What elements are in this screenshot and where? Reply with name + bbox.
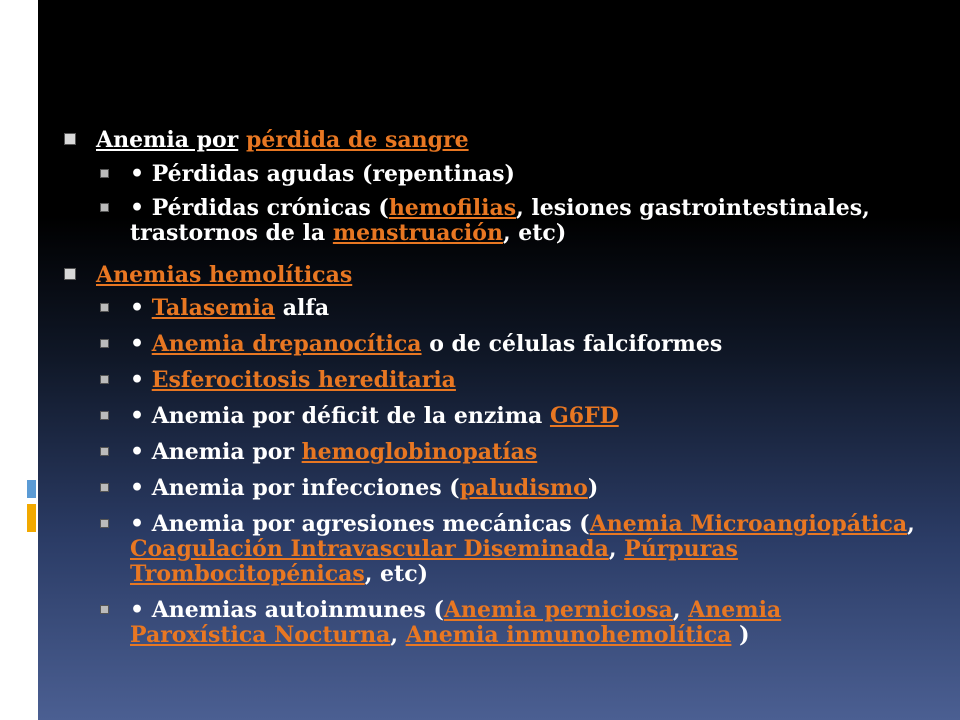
small-square-bullet-icon [100,519,109,528]
hyperlink[interactable]: Púrpuras Trombocitopénicas [130,536,738,587]
deco-bar-blue [27,480,36,498]
small-square-bullet-icon [100,169,109,178]
item-text: o de células falciformes [421,331,723,357]
hyperlink[interactable]: Anemia inmunohemolítica [405,622,732,648]
item-text: , [672,597,689,623]
bullet-item-6 [58,368,918,393]
hyperlink[interactable]: pérdida de sangre [245,127,469,153]
square-bullet-icon [64,133,76,145]
item-text: • Anemia por infecciones ( [130,475,460,501]
hyperlink[interactable]: Anemia drepanocítica [151,331,422,357]
bullet-item-1 [58,162,918,187]
hyperlink[interactable]: hemoglobinopatías [301,439,538,465]
item-text: , [907,511,915,537]
item-text: • Anemia por déficit de la enzima [130,403,550,429]
bullet-item-8 [58,440,918,465]
small-square-bullet-icon [100,339,109,348]
bullet-item-9 [58,476,918,501]
bullet-item-4 [58,296,918,321]
bullet-item-2 [58,196,918,246]
square-bullet-icon [64,268,76,280]
bullet-item-3 [58,263,918,288]
slide-content [58,128,918,648]
item-text: alfa [275,295,330,321]
bullet-item-5 [58,332,918,357]
deco-bar-bottom [25,540,38,720]
hyperlink[interactable]: Anemias hemolíticas [96,262,353,288]
hyperlink[interactable]: G6FD [549,403,619,429]
item-text: • Anemia por agresiones mecánicas ( [130,511,590,537]
item-text: , [608,536,625,562]
left-decorative-bars [0,0,38,720]
item-text [238,127,246,153]
hyperlink[interactable]: Anemia Paroxística Nocturna [130,597,782,648]
hyperlink[interactable]: paludismo [459,475,588,501]
hyperlink[interactable]: Esferocitosis hereditaria [151,367,456,393]
deco-bar-orange [27,504,36,532]
small-square-bullet-icon [100,447,109,456]
item-text: • Pérdidas crónicas ( [130,195,389,221]
item-text: • Anemias autoinmunes ( [130,597,444,623]
hyperlink[interactable]: menstruación [332,220,503,246]
item-text: • [130,331,152,357]
small-square-bullet-icon [100,605,109,614]
bullet-item-7 [58,404,918,429]
hyperlink[interactable]: Coagulación Intravascular Diseminada [130,536,609,562]
item-text: , etc) [364,561,429,587]
item-text: ) [731,622,750,648]
item-text: • Pérdidas agudas (repentinas) [130,161,515,187]
small-square-bullet-icon [100,375,109,384]
item-text: • Anemia por [130,439,302,465]
hyperlink[interactable]: Talasemia [151,295,276,321]
small-square-bullet-icon [100,411,109,420]
item-text: • [130,295,152,321]
item-text: , [390,622,406,648]
bullet-item-0 [58,128,918,153]
small-square-bullet-icon [100,483,109,492]
hyperlink[interactable]: hemofilias [388,195,517,221]
item-text: ) [587,475,599,501]
item-text: , lesiones gastrointestinales, trastornos de la [130,195,870,246]
bullet-item-11 [58,598,918,648]
item-text: • [130,367,152,393]
small-square-bullet-icon [100,303,109,312]
small-square-bullet-icon [100,203,109,212]
hyperlink[interactable]: Anemia Microangiopática [589,511,908,537]
hyperlink[interactable]: Anemia por [96,127,239,153]
item-text: , etc) [502,220,567,246]
hyperlink[interactable]: Anemia perniciosa [443,597,673,623]
bullet-item-10 [58,512,918,587]
deco-bar-top [25,0,38,470]
